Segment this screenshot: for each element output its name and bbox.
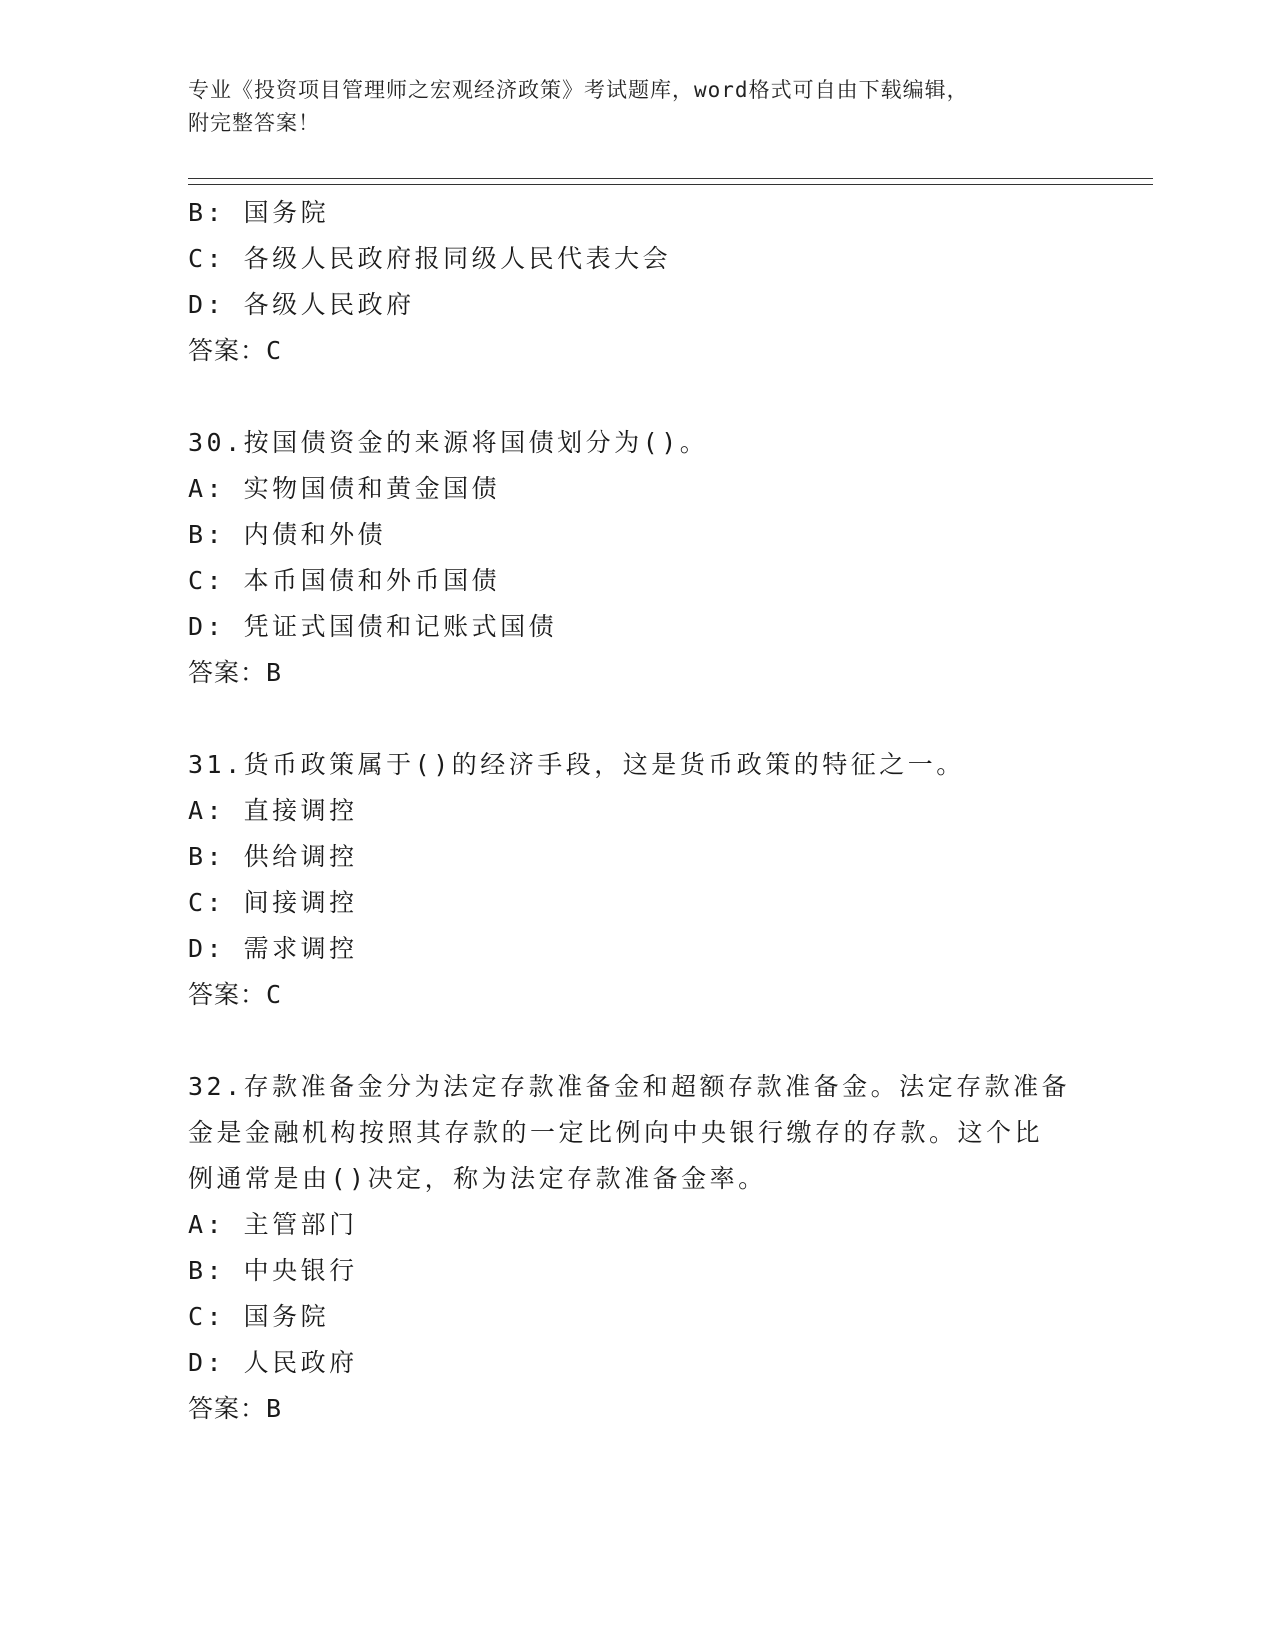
question-stem-line-2: 金是金融机构按照其存款的一定比例向中央银行缴存的存款。这个比 <box>188 1118 1044 1147</box>
option-b: B: 内债和外债 <box>188 520 387 549</box>
option-d: D: 各级人民政府 <box>188 290 415 319</box>
option-d: D: 凭证式国债和记账式国债 <box>188 612 558 641</box>
option-b: B: 国务院 <box>188 198 330 227</box>
answer: 答案：C <box>188 336 283 365</box>
question-32 <box>188 1064 1088 1432</box>
option-b: B: 供给调控 <box>188 842 358 871</box>
document-body <box>188 190 1088 1432</box>
header-line-2: 附完整答案！ <box>188 111 320 135</box>
question-29-continued <box>188 190 1088 374</box>
question-30 <box>188 420 1088 696</box>
header-divider-top <box>188 178 1153 179</box>
header-line-1: 专业《投资项目管理师之宏观经济政策》考试题库，word格式可自由下载编辑， <box>188 78 969 102</box>
answer: 答案：C <box>188 980 283 1009</box>
option-a: A: 主管部门 <box>188 1210 358 1239</box>
spacer <box>188 374 1088 420</box>
option-c: C: 国务院 <box>188 1302 330 1331</box>
option-c: C: 本币国债和外币国债 <box>188 566 501 595</box>
question-31 <box>188 742 1088 1018</box>
option-c: C: 各级人民政府报同级人民代表大会 <box>188 244 672 273</box>
question-stem-line-3: 例通常是由()决定，称为法定存款准备金率。 <box>188 1164 767 1193</box>
option-b: B: 中央银行 <box>188 1256 358 1285</box>
option-c: C: 间接调控 <box>188 888 358 917</box>
spacer <box>188 696 1088 742</box>
option-d: D: 人民政府 <box>188 1348 358 1377</box>
option-a: A: 直接调控 <box>188 796 358 825</box>
option-d: D: 需求调控 <box>188 934 358 963</box>
document-header <box>188 74 1088 140</box>
answer: 答案：B <box>188 658 283 687</box>
question-stem: 31.货币政策属于()的经济手段，这是货币政策的特征之一。 <box>188 750 965 779</box>
header-divider-bottom <box>188 184 1153 185</box>
option-a: A: 实物国债和黄金国债 <box>188 474 501 503</box>
answer: 答案：B <box>188 1394 283 1423</box>
question-stem-line-1: 32.存款准备金分为法定存款准备金和超额存款准备金。法定存款准备 <box>188 1072 1071 1101</box>
question-stem: 30.按国债资金的来源将国债划分为()。 <box>188 428 709 457</box>
spacer <box>188 1018 1088 1064</box>
